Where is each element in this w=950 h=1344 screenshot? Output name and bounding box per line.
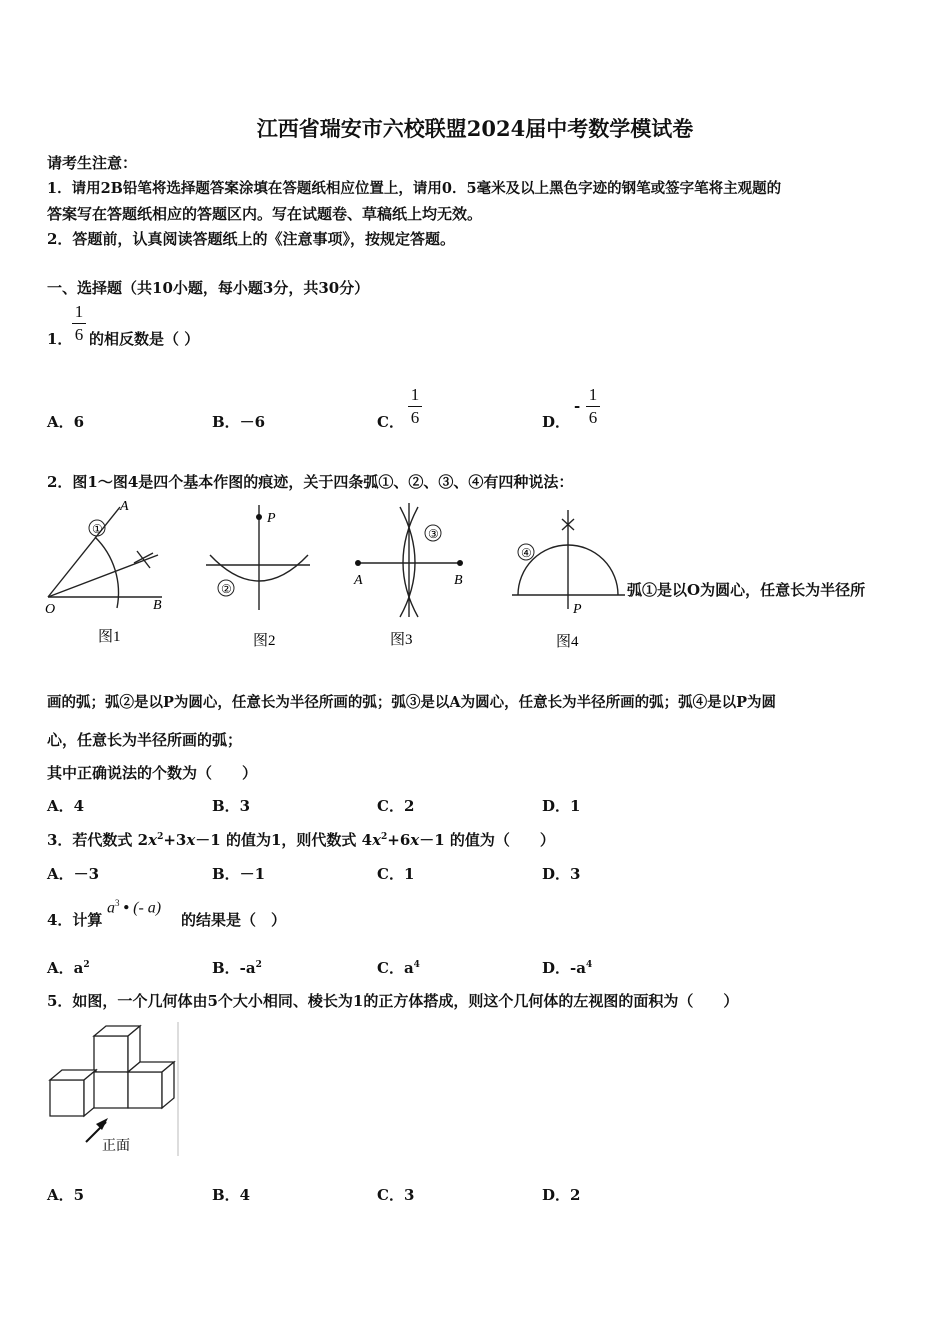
q2-option-d: D．1 — [542, 797, 581, 815]
q3-option-d: D．3 — [542, 865, 581, 883]
q1-option-d-numerator: 1 — [588, 385, 598, 404]
q3-var-1: x — [148, 831, 158, 849]
fig3-arc-left — [403, 507, 418, 617]
q3-var-2: x — [186, 831, 196, 849]
q5-option-d: D．2 — [542, 1186, 581, 1204]
q4-expr-exp: 3 — [115, 898, 120, 908]
q1-option-b: B．－6 — [212, 413, 266, 431]
q1-option-c-denominator: 6 — [410, 408, 420, 427]
q2-figures — [40, 495, 630, 655]
q1-fraction-numerator: 1 — [74, 302, 84, 321]
notice-line-1b: 答案写在答题纸相应的答题区内。写在试题卷、草稿纸上均无效。 — [47, 205, 483, 223]
q5-option-b: B．4 — [212, 1186, 251, 1204]
q1-option-c: C． — [377, 413, 404, 431]
q4-option-c-label: C．a — [377, 959, 414, 977]
fig1-caption: 图1 — [98, 629, 121, 645]
fig2-arc-label: ② — [221, 582, 232, 596]
q2-question: 其中正确说法的个数为（ ） — [47, 764, 258, 782]
q1-number: 1． — [47, 330, 73, 348]
q3-var-4: x — [410, 831, 420, 849]
q4-option-a-exp: 2 — [83, 960, 90, 970]
q2-option-c: C．2 — [377, 797, 415, 815]
q2-text: 2．图1～图4是四个基本作图的痕迹，关于四条弧①、②、③、④有四种说法： — [47, 473, 574, 491]
q1-fraction — [72, 302, 86, 345]
fig3-label-b: B — [454, 573, 463, 588]
notice-line-1: 1．请用2B铅笔将选择题答案涂填在答题纸相应位置上，请用0．5毫米及以上黑色字迹的钢笔或签字笔将主观题的 — [47, 180, 782, 197]
q5-option-c: C．3 — [377, 1186, 415, 1204]
q4-expression — [107, 898, 161, 917]
fig4-arc-label: ④ — [521, 546, 532, 560]
figure-1 — [48, 507, 162, 608]
q3-text — [47, 829, 555, 850]
q2-continuation-1: 画的弧；弧②是以P为圆心，任意长为半径所画的弧；弧③是以A为圆心，任意长为半径所画的弧；弧④是以P为圆 — [47, 694, 777, 711]
q1-option-c-numerator: 1 — [410, 385, 420, 404]
fig1-label-o: O — [45, 602, 56, 617]
q1-option-d-denominator: 6 — [588, 408, 598, 427]
q5-text: 5．如图，一个几何体由5个大小相同、棱长为1的正方体搭成，则这个几何体的左视图的面积为（ ） — [47, 992, 739, 1010]
q1-option-d: D． — [542, 413, 571, 431]
q4-option-a-label: A．a — [47, 959, 84, 977]
q4-option-a — [47, 957, 90, 978]
figure-3 — [358, 503, 460, 617]
q3-part-5: －1 的值为（ ） — [419, 831, 555, 849]
q1-text: 的相反数是（ ） — [89, 330, 200, 348]
fig1-label-b: B — [153, 598, 162, 613]
fig1-arc-label: ① — [92, 522, 103, 536]
fig4-caption: 图4 — [556, 634, 579, 650]
front-label: 正面 — [102, 1139, 130, 1154]
q3-exp-1: 2 — [157, 832, 164, 842]
cube-drawing — [50, 1026, 174, 1116]
middle-cube-front — [94, 1072, 128, 1108]
q2-side-text: 弧①是以O为圆心，任意长为半径所 — [627, 581, 866, 599]
fig3-arc-right — [400, 507, 415, 617]
fig3-point-a — [355, 560, 361, 566]
fig1-label-a: A — [120, 499, 129, 514]
q3-exp-2: 2 — [381, 832, 388, 842]
fig3-arc-label: ③ — [428, 527, 439, 541]
q3-part-1: 3．若代数式 2 — [47, 831, 149, 849]
q3-part-4: +6 — [387, 831, 411, 849]
q1-option-c-fraction — [408, 385, 422, 428]
q4-option-d-label: D．-a — [542, 959, 586, 977]
right-cube-front — [128, 1072, 162, 1108]
fig2-point-p — [256, 514, 262, 520]
q4-expr-dot: • — [123, 899, 130, 917]
top-cube-front — [94, 1036, 128, 1072]
q4-expr-rest: (- a) — [133, 899, 162, 917]
q1-fraction-denominator: 6 — [74, 325, 84, 344]
q3-part-2: +3 — [163, 831, 187, 849]
fig3-point-b — [457, 560, 463, 566]
q2-continuation-2: 心，任意长为半径所画的弧； — [47, 731, 243, 749]
front-arrow-head — [96, 1118, 108, 1130]
q5-cube-figure — [44, 1020, 180, 1158]
q5-option-a: A．5 — [47, 1186, 85, 1204]
q4-prefix: 4．计算 — [47, 911, 103, 929]
q2-option-a: A．4 — [47, 797, 85, 815]
q3-option-a: A．－3 — [47, 865, 100, 883]
fig3-label-a: A — [354, 573, 363, 588]
page-title: 江西省瑞安市六校联盟2024届中考数学模试卷 — [256, 116, 694, 141]
notice-heading: 请考生注意： — [47, 154, 138, 172]
q2-option-b: B．3 — [212, 797, 251, 815]
q4-suffix: 的结果是（ ） — [181, 911, 287, 929]
q4-option-d-exp: 4 — [585, 960, 593, 970]
q3-option-b: B．－1 — [212, 865, 266, 883]
q1-option-d-fraction — [586, 385, 600, 428]
fig2-label-p: P — [267, 511, 276, 526]
fig2-caption: 图2 — [253, 633, 276, 649]
q3-var-3: x — [372, 831, 382, 849]
q3-option-c: C．1 — [377, 865, 415, 883]
q4-option-c — [377, 957, 420, 978]
q1-option-d-sign: - — [574, 397, 581, 415]
q4-option-b-exp: 2 — [255, 960, 262, 970]
q4-option-b-label: B．-a — [212, 959, 256, 977]
q1-option-a: A．6 — [47, 413, 85, 431]
section-heading: 一、选择题（共10小题，每小题3分，共30分） — [47, 279, 370, 297]
q4-expr-a: a — [107, 899, 115, 917]
q4-option-c-exp: 4 — [413, 960, 420, 970]
notice-line-2: 2．答题前，认真阅读答题纸上的《注意事项》，按规定答题。 — [47, 230, 455, 248]
left-cube-front — [50, 1080, 84, 1116]
fig4-label-p: P — [573, 602, 582, 617]
fig3-caption: 图3 — [390, 632, 413, 648]
q4-option-b — [212, 957, 262, 978]
q3-part-3: －1 的值为1，则代数式 4 — [195, 831, 373, 849]
q4-option-d — [542, 957, 592, 978]
